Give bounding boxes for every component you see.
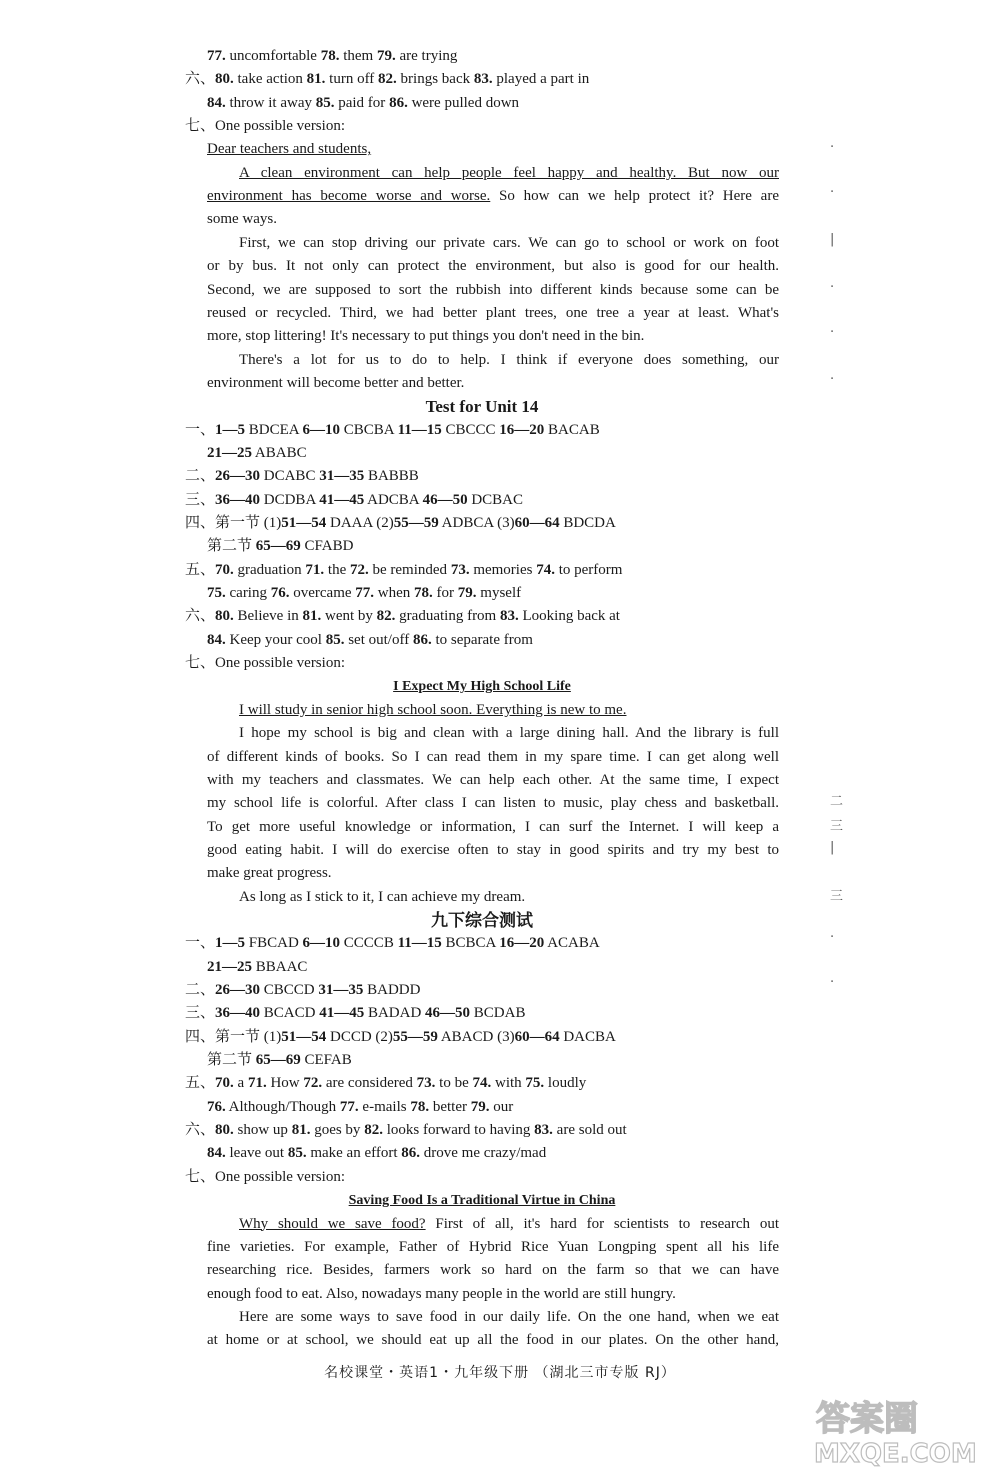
text-line: 二、26—30 CBCCD 31—35 BADDD	[185, 982, 421, 998]
text-line: 七、One possible version:	[185, 655, 345, 672]
text-line: 五、70. graduation 71. the 72. be reminded 73. memories 74. to perform	[185, 561, 623, 578]
text-line: 84. throw it away 85. paid for 86. were pulled down	[207, 94, 520, 111]
text-line: at home or at school, we should eat up all the food in our plates. On the other hand,	[207, 1332, 779, 1349]
text-line: good eating habit. I will do exercise often to stay in good spirits and try my best to	[207, 841, 779, 858]
text-line: 21—25 ABABC	[207, 444, 307, 461]
text-line: 四、第一节 (1)51—54 DCCD (2)55—59 ABACD (3)60—64 DACBA	[185, 1028, 616, 1045]
text-line: fine varieties. For example, Father of Hybrid Rice Yuan Longping spent all his life	[207, 1238, 779, 1255]
margin-mark: ·	[830, 140, 835, 155]
margin-mark: ·	[830, 185, 835, 200]
text-line: 第二节 65—69 CEFAB	[207, 1052, 352, 1069]
watermark-url: MXQE.COM	[814, 1439, 977, 1469]
watermark-logo	[808, 1390, 977, 1469]
text-line: more, stop littering! It's necessary to put things you don't need in the bin.	[207, 328, 645, 345]
margin-mark: 三	[830, 889, 844, 904]
text-line: A clean environment can help people feel happy and healthy. But now our	[239, 164, 779, 181]
text-line: 21—25 BBAAC	[207, 958, 308, 975]
text-line: I will study in senior high school soon. Everything is new to me.	[239, 701, 627, 718]
text-line: 第二节 65—69 CFABD	[207, 538, 354, 555]
margin-mark: ·	[830, 930, 835, 945]
text-line: enough food to eat. Also, nowadays many people in the world are still hungry.	[207, 1285, 676, 1302]
text-line: environment will become better and better.	[207, 374, 465, 391]
text-line: of different kinds of books. So I can read them in my spare time. I can get along well	[207, 748, 779, 765]
text-line: 六、80. Believe in 81. went by 82. graduating from 83. Looking back at	[185, 608, 620, 625]
section-title: Saving Food Is a Traditional Virtue in China	[348, 1193, 616, 1209]
text-line: There's a lot for us to do to help. I think if everyone does something, our	[239, 351, 779, 368]
margin-mark: ·	[830, 372, 835, 387]
text-line: As long as I stick to it, I can achieve my dream.	[239, 888, 526, 905]
text-line: I hope my school is big and clean with a large dining hall. And the library is full	[239, 725, 779, 742]
margin-mark: 三	[830, 819, 844, 834]
text-line: 76. Although/Though 77. e-mails 78. better 79. our	[207, 1098, 514, 1115]
section-title: 九下综合测试	[431, 910, 533, 930]
text-line: 三、36—40 BCACD 41—45 BADAD 46—50 BCDAB	[185, 1005, 526, 1022]
margin-mark: 二	[830, 794, 844, 809]
text-line: researching rice. Besides, farmers work so hard on the farm so that we can have	[207, 1262, 779, 1279]
text-line: To get more useful knowledge or information, I can surf the Internet. I will keep a	[207, 818, 779, 835]
text-line: 四、第一节 (1)51—54 DAAA (2)55—59 ADBCA (3)60—64 BDCDA	[185, 515, 616, 531]
text-line: 二、26—30 DCABC 31—35 BABBB	[185, 468, 419, 485]
text-line: 七、One possible version:	[185, 118, 345, 135]
margin-mark: ·	[830, 280, 835, 295]
text-line: 84. Keep your cool 85. set out/off 86. to separate from	[207, 631, 533, 648]
text-line: or by bus. It not only can protect the environment, but also is good for our health.	[207, 258, 779, 275]
page-footer: 名校课堂・英语1・九年级下册 （湖北三市专版 RJ）	[324, 1365, 676, 1381]
text-line: reused or recycled. Third, we had better plant trees, one tree a year at least. What's	[207, 304, 779, 321]
margin-mark: ·	[830, 325, 835, 340]
text-line: Why should we save food? First of all, it's hard for scientists to research out	[239, 1215, 779, 1232]
text-line: 75. caring 76. overcame 77. when 78. for 79. myself	[207, 585, 522, 602]
text-line: Dear teachers and students,	[207, 141, 372, 158]
text-line: Second, we are supposed to sort the rubbish into different kinds because some can be	[207, 281, 779, 298]
margin-mark: ·	[830, 975, 835, 990]
text-line: 84. leave out 85. make an effort 86. drove me crazy/mad	[207, 1145, 547, 1162]
text-line: 三、36—40 DCDBA 41—45 ADCBA 46—50 DCBAC	[185, 491, 523, 508]
text-line: 一、1—5 FBCAD 6—10 CCCCB 11—15 BCBCA 16—20 ACABA	[185, 935, 600, 952]
text-line: Here are some ways to save food in our daily life. On the one hand, when we eat	[239, 1308, 779, 1325]
margin-mark: |	[830, 840, 835, 855]
text-line: environment has become worse and worse. So how can we help protect it? Here are	[207, 188, 779, 205]
section-title: I Expect My High School Life	[393, 679, 571, 695]
text-line: make great progress.	[207, 865, 332, 882]
text-line: First, we can stop driving our private cars. We can go to school or work on foot	[239, 234, 779, 251]
text-line: 一、1—5 BDCEA 6—10 CBCBA 11—15 CBCCC 16—20 BACAB	[185, 421, 600, 438]
section-title: Test for Unit 14	[425, 397, 539, 417]
text-line: 七、One possible version:	[185, 1168, 345, 1185]
text-line: with my teachers and classmates. We can help each other. At the same time, I expect	[207, 771, 779, 788]
text-line: 六、80. take action 81. turn off 82. brings back 83. played a part in	[185, 71, 590, 88]
margin-mark: |	[830, 232, 835, 247]
watermark-text: 答案圈	[816, 1399, 918, 1439]
text-line: 77. uncomfortable 78. them 79. are trying	[207, 48, 458, 64]
text-line: 六、80. show up 81. goes by 82. looks forward to having 83. are sold out	[185, 1122, 627, 1139]
text-line: my school life is colorful. After class I can listen to music, play chess and basketball.	[207, 795, 779, 812]
text-line: some ways.	[207, 211, 277, 228]
text-line: 五、70. a 71. How 72. are considered 73. to be 74. with 75. loudly	[185, 1075, 587, 1092]
